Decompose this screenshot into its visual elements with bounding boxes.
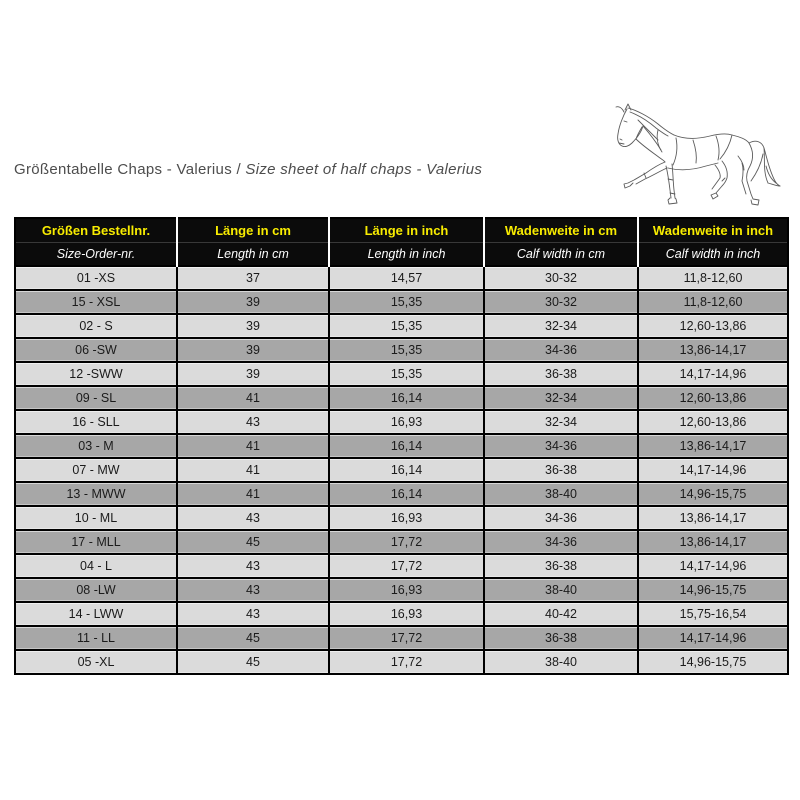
cell-calf-width-inch: 12,60-13,86 bbox=[638, 386, 788, 410]
cell-length-cm: 43 bbox=[177, 554, 329, 578]
cell-calf-width-inch: 12,60-13,86 bbox=[638, 314, 788, 338]
cell-calf-width-inch: 11,8-12,60 bbox=[638, 290, 788, 314]
page-title-german: Größentabelle Chaps - Valerius bbox=[14, 161, 232, 178]
cell-calf-width-inch: 14,96-15,75 bbox=[638, 578, 788, 602]
cell-size-order: 09 - SL bbox=[15, 386, 177, 410]
cell-calf-width-cm: 38-40 bbox=[484, 650, 638, 674]
page-title-separator: / bbox=[232, 161, 246, 178]
cell-length-inch: 16,93 bbox=[329, 506, 484, 530]
cell-length-inch: 17,72 bbox=[329, 554, 484, 578]
table-row bbox=[15, 554, 788, 578]
cell-calf-width-inch: 13,86-14,17 bbox=[638, 434, 788, 458]
table-row bbox=[15, 458, 788, 482]
cell-length-cm: 43 bbox=[177, 506, 329, 530]
header-calf-inch-en: Calf width in inch bbox=[638, 242, 788, 266]
size-table bbox=[14, 217, 789, 675]
cell-length-inch: 17,72 bbox=[329, 626, 484, 650]
cell-length-cm: 43 bbox=[177, 602, 329, 626]
page-title-english: Size sheet of half chaps - Valerius bbox=[245, 161, 483, 178]
table-row bbox=[15, 338, 788, 362]
table-row bbox=[15, 410, 788, 434]
cell-size-order: 04 - L bbox=[15, 554, 177, 578]
header-length-cm-en: Length in cm bbox=[177, 242, 329, 266]
cell-calf-width-cm: 34-36 bbox=[484, 530, 638, 554]
cell-length-inch: 16,93 bbox=[329, 578, 484, 602]
table-row bbox=[15, 386, 788, 410]
cell-length-cm: 39 bbox=[177, 290, 329, 314]
header-length-inch-de: Länge in inch bbox=[329, 218, 484, 242]
cell-calf-width-inch: 14,17-14,96 bbox=[638, 554, 788, 578]
cell-length-cm: 41 bbox=[177, 482, 329, 506]
page-title bbox=[14, 161, 482, 178]
table-row bbox=[15, 314, 788, 338]
cell-size-order: 13 - MWW bbox=[15, 482, 177, 506]
cell-size-order: 10 - ML bbox=[15, 506, 177, 530]
table-row bbox=[15, 626, 788, 650]
header-row-german bbox=[15, 218, 788, 242]
size-table-header bbox=[15, 218, 788, 266]
cell-size-order: 03 - M bbox=[15, 434, 177, 458]
cell-length-cm: 39 bbox=[177, 314, 329, 338]
table-row bbox=[15, 482, 788, 506]
horse-illustration bbox=[598, 86, 795, 214]
cell-size-order: 17 - MLL bbox=[15, 530, 177, 554]
cell-length-cm: 41 bbox=[177, 458, 329, 482]
cell-size-order: 05 -XL bbox=[15, 650, 177, 674]
cell-size-order: 07 - MW bbox=[15, 458, 177, 482]
cell-calf-width-cm: 38-40 bbox=[484, 482, 638, 506]
table-row bbox=[15, 290, 788, 314]
cell-length-cm: 41 bbox=[177, 386, 329, 410]
table-row bbox=[15, 362, 788, 386]
header-size-order-en: Size-Order-nr. bbox=[15, 242, 177, 266]
cell-length-cm: 41 bbox=[177, 434, 329, 458]
cell-calf-width-cm: 38-40 bbox=[484, 578, 638, 602]
cell-calf-width-inch: 15,75-16,54 bbox=[638, 602, 788, 626]
table-row bbox=[15, 602, 788, 626]
cell-calf-width-cm: 32-34 bbox=[484, 314, 638, 338]
table-row bbox=[15, 578, 788, 602]
cell-length-inch: 16,93 bbox=[329, 602, 484, 626]
cell-length-inch: 16,14 bbox=[329, 386, 484, 410]
cell-length-inch: 15,35 bbox=[329, 338, 484, 362]
cell-calf-width-cm: 30-32 bbox=[484, 266, 638, 290]
table-row bbox=[15, 434, 788, 458]
cell-calf-width-cm: 40-42 bbox=[484, 602, 638, 626]
header-length-inch-en: Length in inch bbox=[329, 242, 484, 266]
cell-length-cm: 45 bbox=[177, 650, 329, 674]
cell-calf-width-inch: 14,96-15,75 bbox=[638, 650, 788, 674]
header-size-order-de: Größen Bestellnr. bbox=[15, 218, 177, 242]
cell-calf-width-cm: 32-34 bbox=[484, 386, 638, 410]
cell-size-order: 12 -SWW bbox=[15, 362, 177, 386]
cell-calf-width-cm: 30-32 bbox=[484, 290, 638, 314]
cell-length-cm: 37 bbox=[177, 266, 329, 290]
cell-calf-width-cm: 32-34 bbox=[484, 410, 638, 434]
cell-size-order: 15 - XSL bbox=[15, 290, 177, 314]
cell-calf-width-inch: 11,8-12,60 bbox=[638, 266, 788, 290]
header-length-cm-de: Länge in cm bbox=[177, 218, 329, 242]
cell-size-order: 14 - LWW bbox=[15, 602, 177, 626]
cell-calf-width-cm: 34-36 bbox=[484, 338, 638, 362]
cell-length-inch: 16,14 bbox=[329, 458, 484, 482]
header-calf-cm-de: Wadenweite in cm bbox=[484, 218, 638, 242]
header-row-english bbox=[15, 242, 788, 266]
table-row bbox=[15, 506, 788, 530]
cell-size-order: 02 - S bbox=[15, 314, 177, 338]
cell-length-inch: 15,35 bbox=[329, 314, 484, 338]
cell-length-inch: 17,72 bbox=[329, 530, 484, 554]
cell-length-inch: 16,14 bbox=[329, 482, 484, 506]
cell-size-order: 01 -XS bbox=[15, 266, 177, 290]
cell-length-inch: 15,35 bbox=[329, 362, 484, 386]
cell-size-order: 06 -SW bbox=[15, 338, 177, 362]
cell-length-inch: 16,14 bbox=[329, 434, 484, 458]
cell-length-cm: 43 bbox=[177, 578, 329, 602]
table-row bbox=[15, 266, 788, 290]
cell-calf-width-inch: 12,60-13,86 bbox=[638, 410, 788, 434]
cell-calf-width-cm: 34-36 bbox=[484, 506, 638, 530]
cell-calf-width-inch: 14,17-14,96 bbox=[638, 458, 788, 482]
cell-size-order: 08 -LW bbox=[15, 578, 177, 602]
cell-length-cm: 43 bbox=[177, 410, 329, 434]
table-row bbox=[15, 650, 788, 674]
cell-calf-width-cm: 36-38 bbox=[484, 626, 638, 650]
cell-length-inch: 17,72 bbox=[329, 650, 484, 674]
cell-size-order: 11 - LL bbox=[15, 626, 177, 650]
cell-calf-width-inch: 13,86-14,17 bbox=[638, 530, 788, 554]
cell-length-inch: 16,93 bbox=[329, 410, 484, 434]
header-calf-cm-en: Calf width in cm bbox=[484, 242, 638, 266]
cell-calf-width-inch: 14,96-15,75 bbox=[638, 482, 788, 506]
cell-length-cm: 45 bbox=[177, 530, 329, 554]
horse-line-drawing-icon bbox=[598, 86, 795, 214]
cell-length-inch: 15,35 bbox=[329, 290, 484, 314]
size-table-body bbox=[15, 266, 788, 674]
cell-calf-width-inch: 13,86-14,17 bbox=[638, 506, 788, 530]
cell-calf-width-inch: 13,86-14,17 bbox=[638, 338, 788, 362]
cell-size-order: 16 - SLL bbox=[15, 410, 177, 434]
cell-calf-width-cm: 36-38 bbox=[484, 362, 638, 386]
cell-calf-width-cm: 36-38 bbox=[484, 554, 638, 578]
cell-calf-width-inch: 14,17-14,96 bbox=[638, 362, 788, 386]
cell-calf-width-cm: 36-38 bbox=[484, 458, 638, 482]
cell-length-cm: 39 bbox=[177, 362, 329, 386]
cell-length-cm: 45 bbox=[177, 626, 329, 650]
cell-calf-width-inch: 14,17-14,96 bbox=[638, 626, 788, 650]
cell-length-cm: 39 bbox=[177, 338, 329, 362]
table-row bbox=[15, 530, 788, 554]
header-calf-inch-de: Wadenweite in inch bbox=[638, 218, 788, 242]
cell-calf-width-cm: 34-36 bbox=[484, 434, 638, 458]
cell-length-inch: 14,57 bbox=[329, 266, 484, 290]
